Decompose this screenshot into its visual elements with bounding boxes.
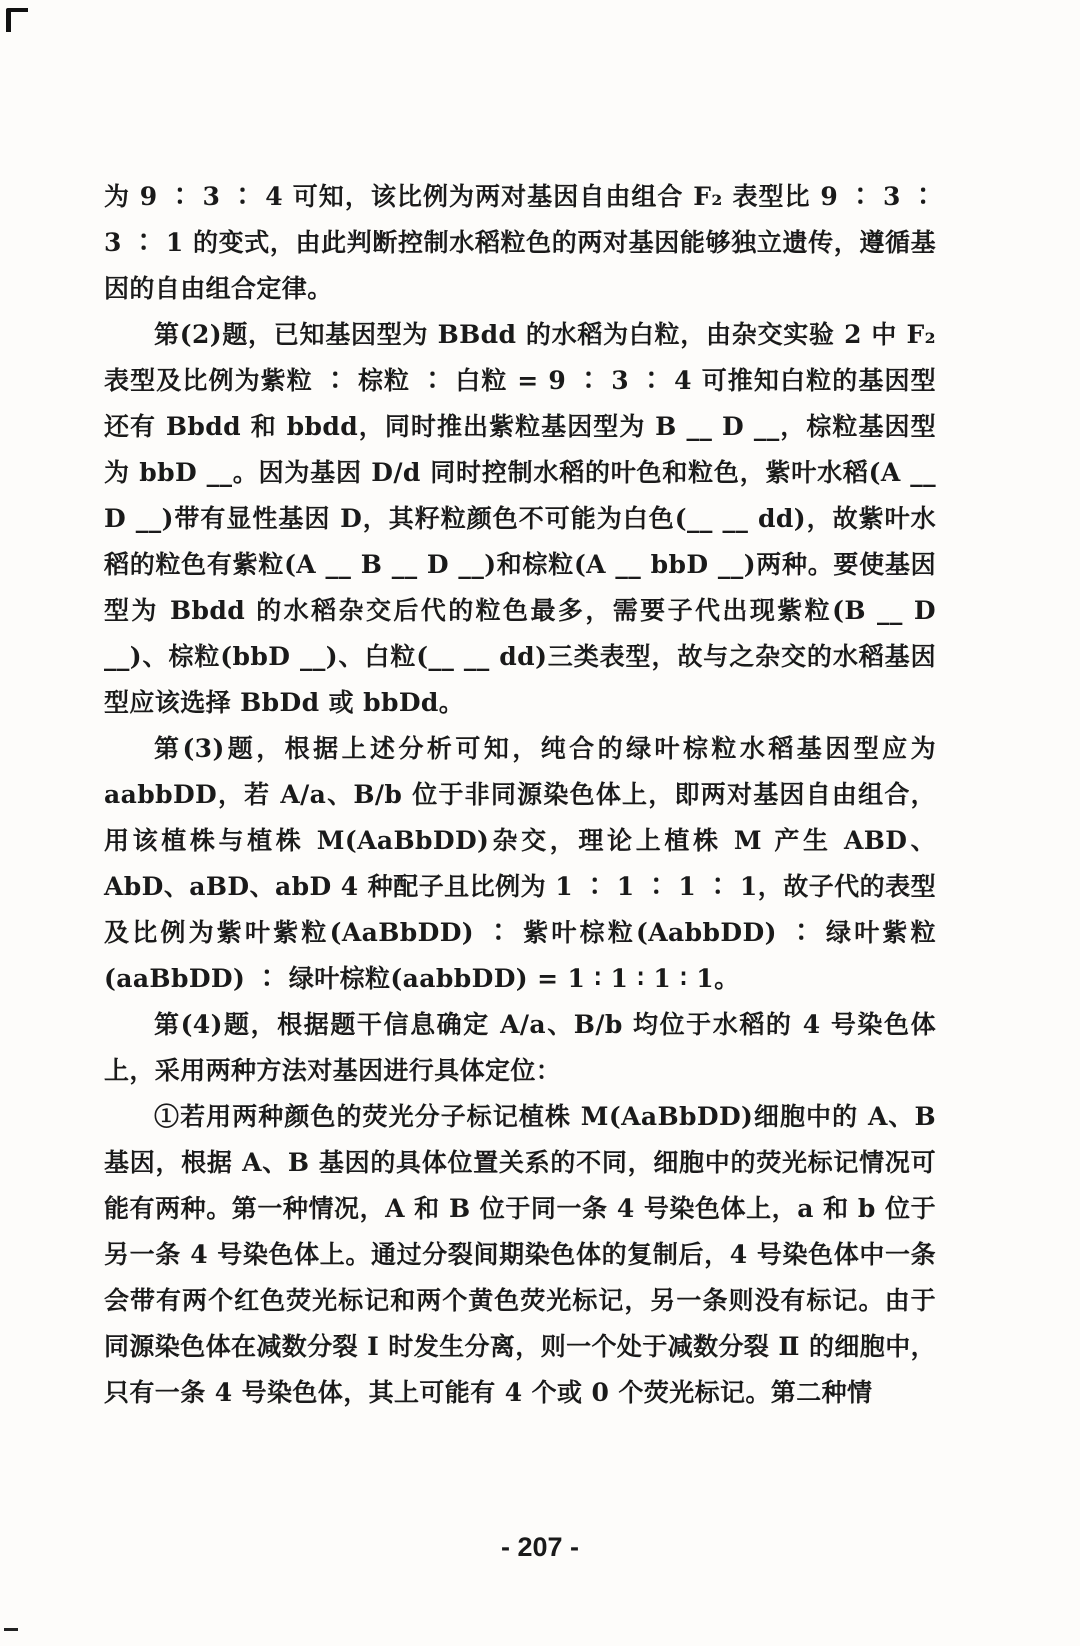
paragraph-question-2: 第(2)题，已知基因型为 BBdd 的水稻为白粒，由杂交实验 2 中 F₂ 表型及比例为紫粒 ∶ 棕粒 ∶ 白粒 = 9 ∶ 3 ∶ 4 可推知白粒的基因型还有 Bbdd 和 bbdd，同时推出紫粒基因型为 B __ D __，棕粒基因型为 bbD __。因为基因 D/d 同时控制水稻的叶色和粒色，紫叶水稻(A __ D __)带有显性基因 D，其籽粒颜色不可能为白色(__ __ dd)，故紫叶水稻的粒色有紫粒(A __ B __ D __)和棕粒(A __ bbD __)两种。要使基因型为 Bbdd 的水稻杂交后代的粒色最多，需要子代出现紫粒(B __ D __)、棕粒(bbD __)、白粒(__ __ dd)三类表型，故与之杂交的水稻基因型应该选择 BbDd 或 bbDd。: [104, 320, 936, 717]
corner-mark-icon: [4, 6, 30, 32]
paragraph-question-3: 第(3)题，根据上述分析可知，纯合的绿叶棕粒水稻基因型应为 aabbDD，若 A/a、B/b 位于非同源染色体上，即两对基因自由组合，用该植株与植株 M(AaBbDD)杂交，理论上植株 M 产生 ABD、AbD、aBD、abD 4 种配子且比例为 1 ∶ 1 ∶ 1 ∶ 1，故子代的表型及比例为紫叶紫粒(AaBbDD) ∶ 紫叶棕粒(AabbDD) ∶ 绿叶紫粒(aaBbDD) ∶ 绿叶棕粒(aabbDD) = 1 ∶ 1 ∶ 1 ∶ 1。: [104, 734, 936, 993]
page-body: [104, 174, 936, 1416]
scan-edge-mark: [4, 1628, 18, 1631]
paragraph-method-1: ①若用两种颜色的荧光分子标记植株 M(AaBbDD)细胞中的 A、B 基因，根据 A、B 基因的具体位置关系的不同，细胞中的荧光标记情况可能有两种。第一种情况，A 和 B 位于同一条 4 号染色体上，a 和 b 位于另一条 4 号染色体上。通过分裂间期染色体的复制后，4 号染色体中一条会带有两个红色荧光标记和两个黄色荧光标记，另一条则没有标记。由于同源染色体在减数分裂 Ⅰ 时发生分离，则一个处于减数分裂 Ⅱ 的细胞中，只有一条 4 号染色体，其上可能有 4 个或 0 个荧光标记。第二种情: [104, 1102, 936, 1407]
page-number: - 207 -: [500, 1532, 580, 1562]
paragraph-question-4: 第(4)题，根据题干信息确定 A/a、B/b 均位于水稻的 4 号染色体上，采用两种方法对基因进行具体定位：: [104, 1010, 936, 1085]
paragraph-continuation: 为 9 ∶ 3 ∶ 4 可知，该比例为两对基因自由组合 F₂ 表型比 9 ∶ 3 ∶ 3 ∶ 1 的变式，由此判断控制水稻粒色的两对基因能够独立遗传，遵循基因的自由组合定律。: [104, 182, 936, 303]
